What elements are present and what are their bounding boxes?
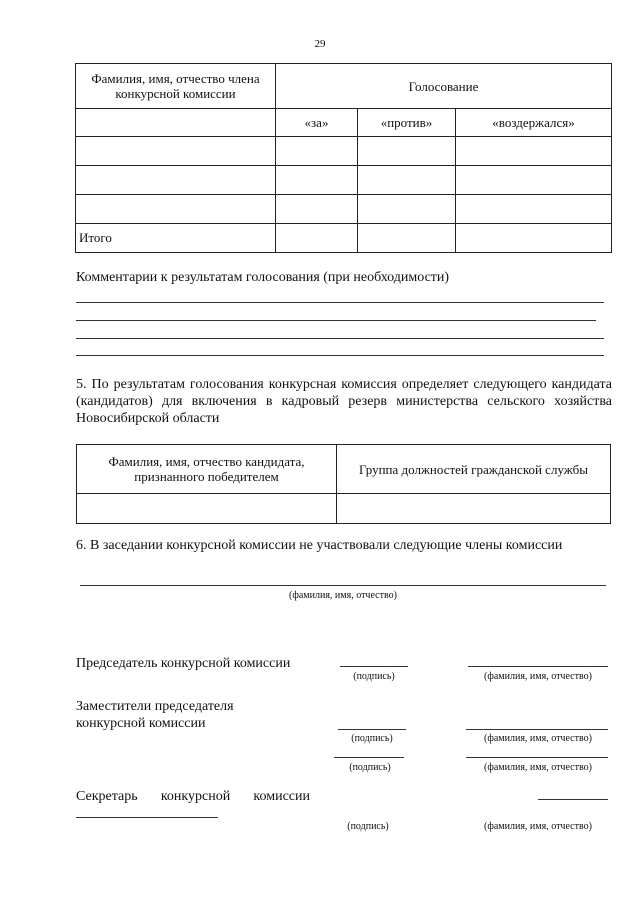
signature-caption: (подпись) [353, 671, 395, 682]
comment-line [76, 320, 596, 321]
signature-line [538, 799, 608, 800]
table-row [76, 137, 612, 166]
member-name-header: Фамилия, имя, отчество члена конкурсной комиссии [76, 64, 276, 109]
table-cell [76, 109, 276, 137]
total-label: Итого [76, 224, 276, 253]
page-number: 29 [314, 38, 326, 50]
comment-line [76, 302, 604, 303]
absent-members-caption: (фамилия, имя, отчество) [289, 590, 397, 601]
name-line [466, 757, 608, 758]
absent-members-line [80, 585, 606, 586]
vote-option-for: «за» [276, 109, 358, 137]
name-line [468, 666, 608, 667]
signature-caption: (подпись) [351, 733, 393, 744]
comments-title: Комментарии к результатам голосования (при необходимости) [76, 270, 450, 285]
name-line [466, 729, 608, 730]
candidates-table [76, 444, 611, 524]
section-5-text: 5. По результатам голосования конкурсная комиссия определяет следующего кандидата (кандидатов) для включения в кадровый резерв министерства сельского хозяйства Новосибирской области [76, 377, 612, 426]
name-caption: (фамилия, имя, отчество) [484, 671, 592, 682]
position-group-header: Группа должностей гражданской службы [337, 445, 611, 494]
secretary-continuation-line [76, 817, 218, 818]
candidate-name-header: Фамилия, имя, отчество кандидата, признанного победителем [77, 445, 337, 494]
name-caption: (фамилия, имя, отчество) [484, 733, 592, 744]
table-row [76, 166, 612, 195]
table-row [77, 494, 611, 524]
table-row [76, 195, 612, 224]
deputies-label: Заместители председателя конкурсной комиссии [76, 699, 234, 731]
voting-table [75, 63, 612, 253]
total-row [76, 224, 612, 253]
name-caption: (фамилия, имя, отчество) [484, 762, 592, 773]
signature-line [340, 666, 408, 667]
signature-line [334, 757, 404, 758]
vote-option-abstained: «воздержался» [456, 109, 612, 137]
comment-line [76, 355, 604, 356]
signature-line [338, 729, 406, 730]
secretary-label: Секретарь конкурсной комиссии [76, 789, 310, 804]
vote-option-against: «против» [358, 109, 456, 137]
voting-header: Голосование [276, 64, 612, 109]
signature-caption: (подпись) [349, 762, 391, 773]
signature-caption: (подпись) [347, 821, 389, 832]
chair-label: Председатель конкурсной комиссии [76, 656, 291, 671]
comment-line [76, 338, 604, 339]
section-6-text: 6. В заседании конкурсной комиссии не участвовали следующие члены комиссии [76, 538, 563, 553]
name-caption: (фамилия, имя, отчество) [484, 821, 592, 832]
